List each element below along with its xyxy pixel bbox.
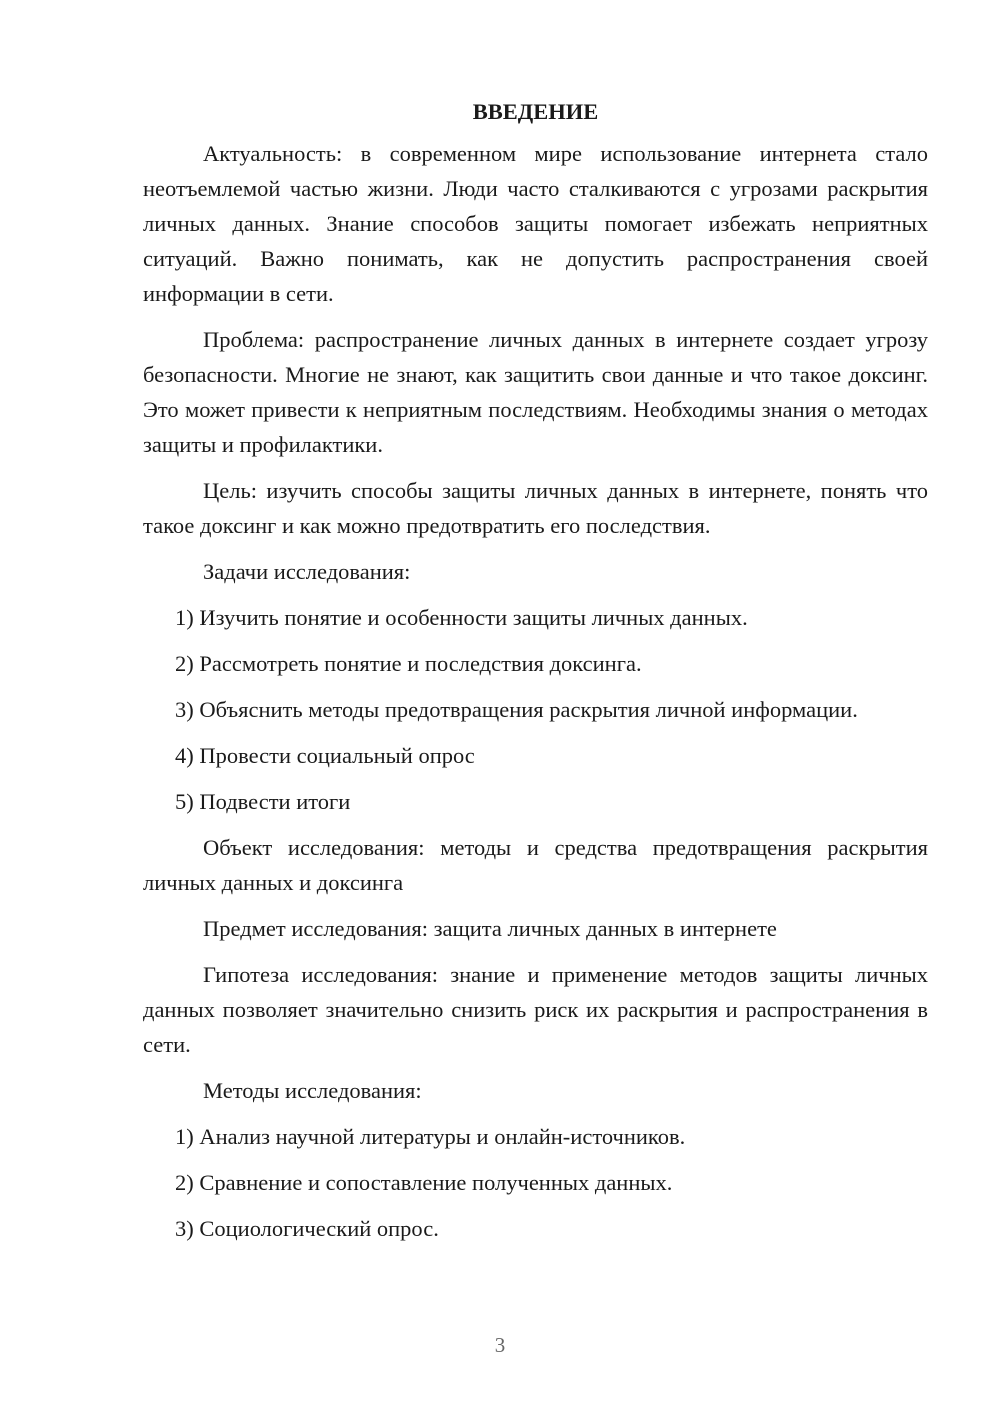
task-item: 1) Изучить понятие и особенности защиты личных данных. bbox=[175, 605, 748, 630]
goal-paragraph: Цель: изучить способы защиты личных данных в интернете, понять что такое доксинг и как можно предотвратить его последствия. bbox=[143, 478, 928, 538]
object-paragraph: Объект исследования: методы и средства предотвращения раскрытия личных данных и доксинга bbox=[143, 835, 928, 895]
hypothesis-paragraph: Гипотеза исследования: знание и применение методов защиты личных данных позволяет значительно снизить риск их раскрытия и распространения в сети. bbox=[143, 962, 928, 1057]
method-item: 1) Анализ научной литературы и онлайн-источников. bbox=[175, 1124, 686, 1149]
task-item: 5) Подвести итоги bbox=[175, 789, 351, 814]
problem-paragraph: Проблема: распространение личных данных в интернете создает угрозу безопасности. Многие не знают, как защитить свои данные и что такое доксинг. Это может привести к неприятным последствиям. Необходимы знания о методах защиты и профилактики. bbox=[143, 327, 928, 457]
task-item: 3) Объяснить методы предотвращения раскрытия личной информации. bbox=[175, 697, 858, 722]
tasks-heading: Задачи исследования: bbox=[203, 559, 411, 584]
subject-paragraph: Предмет исследования: защита личных данных в интернете bbox=[203, 916, 777, 941]
relevance-paragraph: Актуальность: в современном мире использование интернета стало неотъемлемой частью жизни. Люди часто сталкиваются с угрозами раскрытия личных данных. Знание способов защиты помогает избежать неприятных ситуаций. Важно понимать, как не допустить распространения своей информации в сети. bbox=[143, 141, 928, 306]
section-title: ВВЕДЕНИЕ bbox=[472, 99, 599, 124]
method-item: 2) Сравнение и сопоставление полученных данных. bbox=[175, 1170, 673, 1195]
methods-heading: Методы исследования: bbox=[203, 1078, 422, 1103]
document-page bbox=[143, 94, 928, 1257]
task-item: 2) Рассмотреть понятие и последствия доксинга. bbox=[175, 651, 642, 676]
page-number: 3 bbox=[494, 1333, 506, 1357]
task-item: 4) Провести социальный опрос bbox=[175, 743, 475, 768]
method-item: 3) Социологический опрос. bbox=[175, 1216, 439, 1241]
